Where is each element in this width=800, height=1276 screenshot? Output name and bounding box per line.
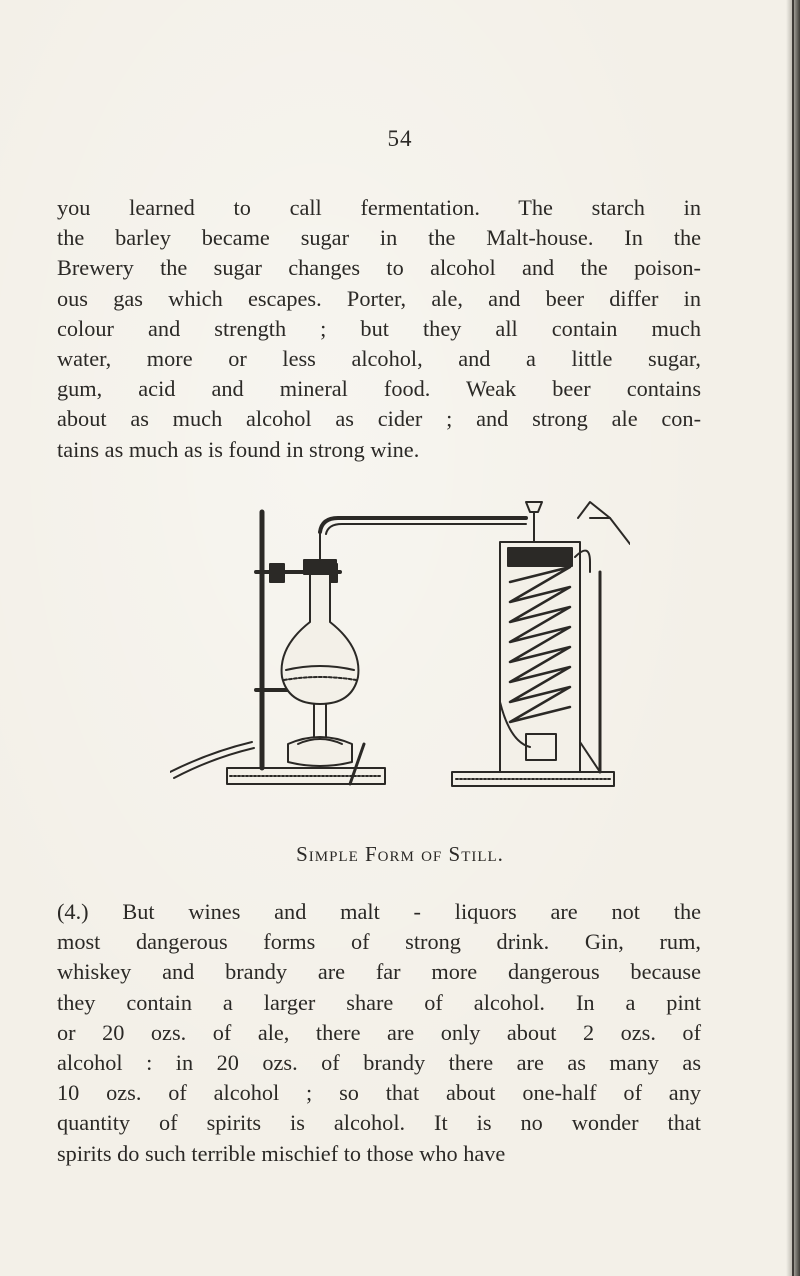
text-line: Brewery the sugar changes to alcohol and the poison-: [57, 255, 701, 281]
text-line: gum, acid and mineral food. Weak beer contains: [57, 376, 701, 402]
text-line: spirits do such terrible mischief to those who have: [57, 1140, 506, 1166]
flask: [282, 532, 359, 704]
figure-caption: Simple Form of Still.: [296, 842, 504, 866]
text-line: alcohol : in 20 ozs. of brandy there are as many as: [57, 1049, 701, 1075]
paragraph-fermentation: [57, 193, 701, 465]
condenser: [452, 502, 630, 786]
text-line: most dangerous forms of strong drink. Gin, rum,: [57, 929, 701, 955]
text-line: (4.) But wines and malt - liquors are not the: [57, 899, 701, 924]
page-edge: [792, 0, 794, 1276]
text-line: ous gas which escapes. Porter, ale, and beer differ in: [57, 285, 701, 311]
page-number: 54: [387, 126, 413, 151]
delivery-tube: [320, 518, 526, 534]
text-line: tains as much as is found in strong wine.: [57, 436, 420, 462]
text-line: they contain a larger share of alcohol. In a pint: [57, 989, 701, 1015]
text-line: colour and strength ; but they all contain much: [57, 315, 701, 341]
text-line: quantity of spirits is alcohol. It is no wonder that: [57, 1110, 701, 1136]
text-line: you learned to call fermentation. The starch in: [57, 195, 701, 220]
text-line: the barley became sugar in the Malt-house. In the: [57, 225, 701, 251]
text-line: about as much alcohol as cider ; and strong ale con-: [57, 406, 701, 432]
text-line: water, more or less alcohol, and a little sugar,: [57, 345, 701, 371]
text-line: whiskey and brandy are far more dangerous because: [57, 959, 701, 985]
still-illustration: [170, 472, 630, 802]
text-line: or 20 ozs. of ale, there are only about 2 ozs. of: [57, 1019, 701, 1045]
paragraph-spirits: [57, 897, 701, 1169]
text-line: 10 ozs. of alcohol ; so that about one-half of any: [57, 1080, 701, 1106]
